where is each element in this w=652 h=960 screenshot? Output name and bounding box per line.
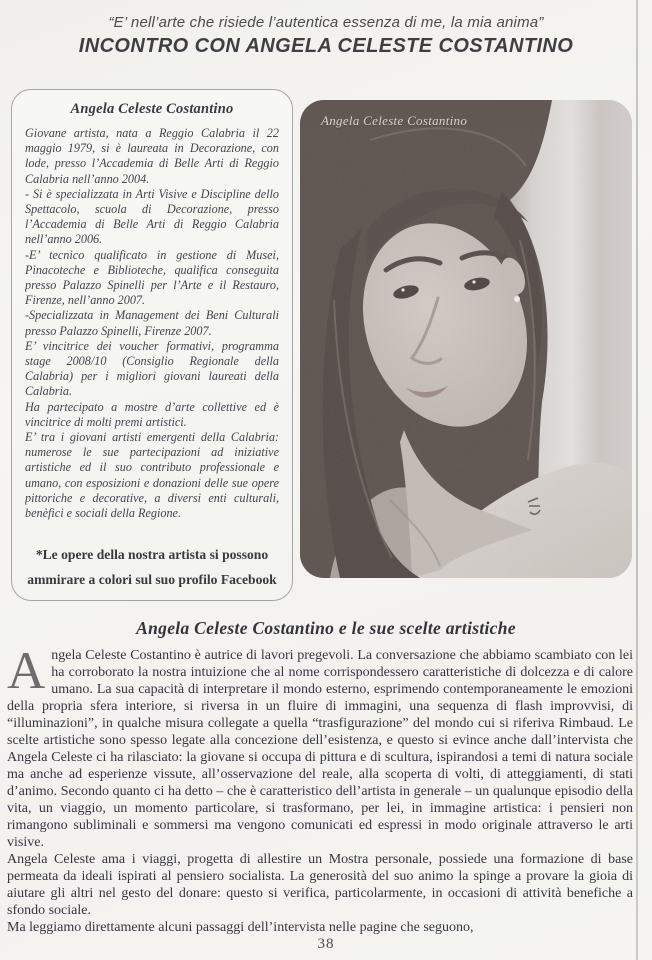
bio-paragraph: E’ vincitrice dei voucher formativi, programma stage 2008/10 (Consiglio Regionale della Calabria) per i migliori giovani laureati della Calabria.: [25, 338, 279, 399]
bio-box-title: Angela Celeste Costantino: [70, 101, 234, 117]
article-paragraph-3: Ma leggiamo direttamente alcuni passaggi dell’intervista nelle pagine che seguono,: [7, 920, 474, 935]
dropcap-letter: A: [7, 642, 46, 700]
header-quote: “E’ nell’arte che risiede l’autentica essenza di me, la mia anima”: [108, 14, 544, 31]
bio-footnote: [25, 542, 279, 592]
bio-paragraph: - Si è specializzata in Arti Visive e Discipline dello Spettacolo, scuola di Decorazione, presso l’Accademia di Belle Arti di Reggio Calabria nell’anno 2006.: [25, 186, 279, 247]
bio-paragraph: Ha partecipato a mostre d’arte collettive ed è vincitrice di molti premi artistici.: [25, 399, 279, 429]
article-paragraph-2: Angela Celeste ama i viaggi, progetta di allestire un Mostra personale, possiede una formazione di base permeata da ideali ispirati al pensiero socialista. La generosità del suo animo la spinge a provare la gioia di aiutare gli altri nel gesto del donare: questo si verifica, particolarmente, in occasioni di attività benefiche a sfondo sociale.: [7, 852, 633, 918]
bio-paragraph: -Specializzata in Management dei Beni Culturali presso Palazzo Spinelli, Firenze 2007.: [25, 308, 279, 338]
page-title: INCONTRO CON ANGELA CELESTE COSTANTINO: [78, 35, 574, 57]
portrait-illustration: [300, 100, 632, 578]
bio-footnote-line2: ammirare a colori sul suo profilo Facebook: [27, 571, 277, 587]
grain-overlay: [300, 100, 632, 578]
bio-paragraphs: [25, 126, 279, 537]
bio-paragraph: E’ tra i giovani artisti emergenti della Calabria: numerose le sue partecipazioni ad iniziative artistiche ed il suo contributo professionale e umano, con esposizioni e donazioni delle sue opere pittoriche e decorative, a diversi enti culturali, benèfici e sociali della Regione.: [25, 430, 279, 521]
section-heading: Angela Celeste Costantino e le sue scelte artistiche: [136, 618, 516, 638]
bio-paragraph: Giovane artista, nata a Reggio Calabria il 22 maggio 1979, si è laureata in Decorazione, con lode, presso l’Accademia di Belle Arti di Reggio Calabria nell’anno 2004.: [25, 126, 279, 186]
article-paragraph-1: [7, 642, 633, 851]
artist-photo: [300, 100, 632, 578]
bio-box: [11, 89, 293, 601]
article-paragraph-1-text: ngela Celeste Costantino è autrice di lavori pregevoli. La conversazione che abbiamo scambiato con lei ha corroborato la nostra intuizione che al nome corrispondessero caratteristiche di dolcezza e di calore umano. La sua capacità di interpretare il mondo esterno, esprimendo contemporaneamente le emozioni della propria sfera interiore, si riversa in un fluire di immagini, una sequenza di flash improvvisi, di “illuminazioni”, in qualche misura collegate a quella “trasfigurazione” del mondo cui si riferiva Rimbaud. Le scelte artistiche sono spesso legate alla concezione dell’esistenza, e questo si evince anche dall’intervista che Angela Celeste ci ha rilasciato: la giovane si occupa di pittura e di scultura, ispirandosi a temi di natura sociale ma anche ad esperienze vissute, all’osservazione del reale, alla scoperta di volti, di atteggiamenti, di stati d’animo. Secondo quanto ci ha detto – che è caratteristico dell’artista in generale – un qualunque episodio della vita, un viaggio, un momento particolare, si trasformano, per lei, in immagine artistica: i pensieri non rimangono subliminali e sommersi ma vengono comunicati ed espressi in modo originale attraverso le arti visive.: [7, 648, 633, 850]
scan-edge-line: [636, 0, 638, 960]
bio-paragraph: -E’ tecnico qualificato in gestione di Musei, Pinacoteche e Biblioteche, qualifica conseguita presso Palazzo Spinelli per l’Arte e il Restauro, Firenze, nell’anno 2007.: [25, 247, 279, 308]
photo-caption: Angela Celeste Costantino: [321, 113, 468, 128]
bio-footnote-line1: *Le opere della nostra artista si possono: [35, 546, 269, 562]
page-number: 38: [317, 936, 335, 952]
article-body: [7, 642, 633, 936]
